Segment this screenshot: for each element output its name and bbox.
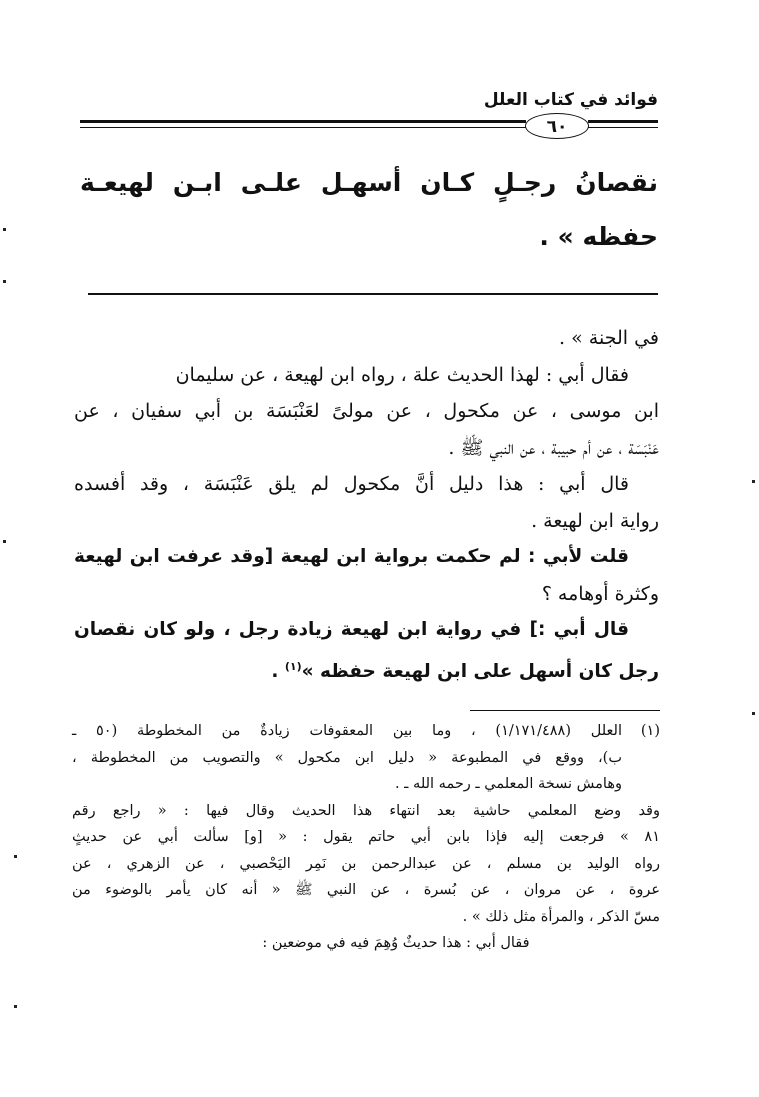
scan-mark bbox=[14, 1005, 17, 1008]
header-rule-left-thin bbox=[80, 127, 526, 128]
body-text bbox=[74, 320, 659, 690]
scan-mark bbox=[752, 712, 755, 715]
footnote-separator bbox=[470, 710, 660, 711]
running-title: فوائد في كتاب العلل bbox=[483, 90, 658, 110]
paragraph-3-line-1: قال أبي : هذا دليل أنَّ مكحول لم يلق عَنْبَسَة ، وقد أفسده bbox=[74, 473, 629, 495]
paragraph-5-end: . bbox=[271, 660, 285, 682]
footnote-2-line-3: رواه الوليد بن مسلم ، عن عبدالرحمن بن نَمِر اليَحْصبي ، عن الزهري ، عن bbox=[72, 855, 660, 872]
scan-mark bbox=[752, 480, 755, 483]
page-number: ٦٠ bbox=[525, 113, 589, 139]
header-rule-right-thin bbox=[588, 127, 658, 128]
section-divider bbox=[88, 293, 658, 295]
scan-mark bbox=[14, 855, 17, 858]
footnote-2-line-5: مسّ الذكر ، والمرأة مثل ذلك » . bbox=[462, 908, 660, 925]
paragraph-3-line-2: رواية ابن لهيعة . bbox=[531, 509, 659, 532]
footnote-1-line-2: ب)، ووقع في المطبوعة « دليل ابن مكحول » والتصويب من المخطوطة ، bbox=[72, 749, 622, 766]
footnote-2-line-1: وقد وضع المعلمي حاشية بعد انتهاء هذا الحديث وقال فيها : « راجع رقم bbox=[72, 802, 660, 819]
paragraph-5-line-2 bbox=[74, 649, 659, 691]
paragraph-1: في الجنة » . bbox=[559, 327, 659, 349]
footnote-1-number: (١) bbox=[640, 723, 660, 739]
footnote-1-line-1 bbox=[72, 718, 660, 745]
paragraph-4-line-1: قلت لأبي : لم حكمت برواية ابن لهيعة [وقد عرفت ابن لهيعة bbox=[74, 546, 629, 567]
header-rule-right-thick bbox=[588, 120, 658, 123]
scan-mark bbox=[3, 540, 6, 543]
scan-mark bbox=[3, 228, 6, 231]
heading-line-1: نقصانُ رجـلٍ كـان أسهـل علـى ابـن لهيعـة bbox=[80, 168, 658, 197]
footnote-2-line-6: فقال أبي : هذا حديثٌ وُهِمَ فيه في موضعين : bbox=[262, 935, 530, 951]
footnotes bbox=[72, 718, 660, 957]
paragraph-2-line-3: عَنْبَسَة ، عن أم حبيبة ، عن النبي ﷺ . bbox=[448, 436, 659, 459]
heading-line-2: حفظه » . bbox=[539, 222, 658, 251]
paragraph-5-text: رجل كان أسهل على ابن لهيعة حفظه » bbox=[301, 660, 659, 682]
footnote-1-line-3: وهامش نسخة المعلمي ـ رحمه الله ـ . bbox=[394, 776, 622, 792]
footnote-1-text: العلل (١/١٧١/٤٨٨) ، وما بين المعقوفات زيادةٌ من المخطوطة (٥٠ ـ bbox=[72, 723, 622, 739]
footnote-ref-1[interactable]: (١) bbox=[284, 659, 302, 673]
scan-mark bbox=[3, 280, 6, 283]
paragraph-4-line-2: وكثرة أوهامه ؟ bbox=[541, 582, 659, 605]
paragraph-2-line-2: ابن موسى ، عن مكحول ، عن مولىً لعَنْبَسَة بن أبي سفيان ، عن bbox=[74, 400, 659, 422]
header-rule-left-thick bbox=[80, 120, 526, 123]
paragraph-5-line-1: قال أبي :] في رواية ابن لهيعة زيادة رجل ، ولو كان نقصان bbox=[74, 619, 629, 640]
footnote-2-line-4: عروة ، عن مروان ، عن بُسرة ، عن النبي ﷺ « أنه كان يأمر بالوضوء من bbox=[72, 882, 660, 898]
paragraph-2-line-1: فقال أبي : لهذا الحديث علة ، رواه ابن لهيعة ، عن سليمان bbox=[175, 363, 629, 386]
footnote-2-line-2: ٨١ » فرجعت إليه فإذا بابن أبي حاتم يقول : « [و] سألت أبي عن حديثٍ bbox=[72, 829, 660, 845]
